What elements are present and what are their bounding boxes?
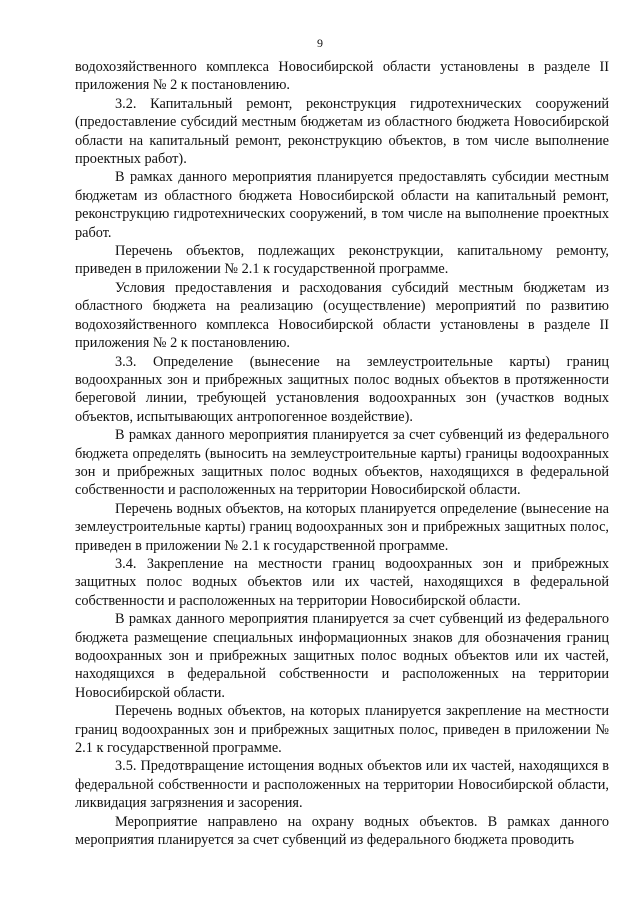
- paragraph: В рамках данного мероприятия планируется за счет субвенций из федерального бюджета размещение специальных информационных знаков для обозначения границ водоохранных зон и прибрежных защитных полос водных объектов или их частей, находящихся в федеральной собственности и расположенных на территории Новосибирской области.: [75, 611, 609, 701]
- paragraph-3-5-heading: 3.5. Предотвращение истощения водных объектов или их частей, находящихся в федеральной собственности и расположенных на территории Новосибирской области, ликвидация загрязнения и засорения.: [75, 758, 609, 812]
- paragraph-continuation: водохозяйственного комплекса Новосибирской области установлены в разделе II приложения № 2 к постановлению.: [75, 59, 609, 94]
- paragraph-3-2-heading: 3.2. Капитальный ремонт, реконструкция гидротехнических сооружений (предоставление субсидий местным бюджетам из областного бюджета Новосибирской области на капитальный ремонт, реконструкцию объектов, в том числе выполнение проектных работ).: [75, 95, 609, 168]
- paragraph: Перечень объектов, подлежащих реконструкции, капитальному ремонту, приведен в приложении № 2.1 к государственной программе.: [75, 243, 609, 278]
- paragraph: В рамках данного мероприятия планируется за счет субвенций из федерального бюджета определять (выносить на землеустроительные карты) границы водоохранных зон и прибрежных защитных полос водных объектов, находящихся в федеральной собственности и расположенных на территории Новосибирской области.: [75, 427, 609, 499]
- document-body: [75, 58, 609, 849]
- paragraph: Перечень водных объектов, на которых планируется определение (вынесение на землеустроительные карты) границ водоохранных зон и прибрежных защитных полос, приведен в приложении № 2.1 к государственной программе.: [75, 500, 609, 554]
- paragraph: Условия предоставления и расходования субсидий местным бюджетам из областного бюджета на реализацию (осуществление) мероприятий по развитию водохозяйственного комплекса Новосибирской области установлены в разделе II приложения № 2 к постановлению.: [75, 279, 609, 352]
- paragraph-3-3-heading: 3.3. Определение (вынесение на землеустроительные карты) границ водоохранных зон и прибрежных защитных полос водных объектов в протяженности береговой линии, требующей установления водоохранных зон (участков водных объектов, испытывающих антропогенное воздействие).: [75, 353, 609, 425]
- paragraph: Мероприятие направлено на охрану водных объектов. В рамках данного мероприятия планируется за счет субвенций из федерального бюджета проводить: [75, 813, 609, 849]
- page-number: 9: [317, 36, 323, 50]
- paragraph-3-4-heading: 3.4. Закрепление на местности границ водоохранных зон и прибрежных защитных полос водных объектов или их частей, находящихся в федеральной собственности и расположенных на территории Новосибирской области.: [75, 555, 609, 609]
- paragraph: Перечень водных объектов, на которых планируется закрепление на местности границ водоохранных зон и прибрежных защитных полос, приведен в приложении № 2.1 к государственной программе.: [75, 703, 609, 757]
- paragraph: В рамках данного мероприятия планируется предоставлять субсидии местным бюджетам из областного бюджета Новосибирской области на капитальный ремонт, реконструкцию гидротехнических сооружений, в том числе на выполнение проектных работ.: [75, 169, 609, 241]
